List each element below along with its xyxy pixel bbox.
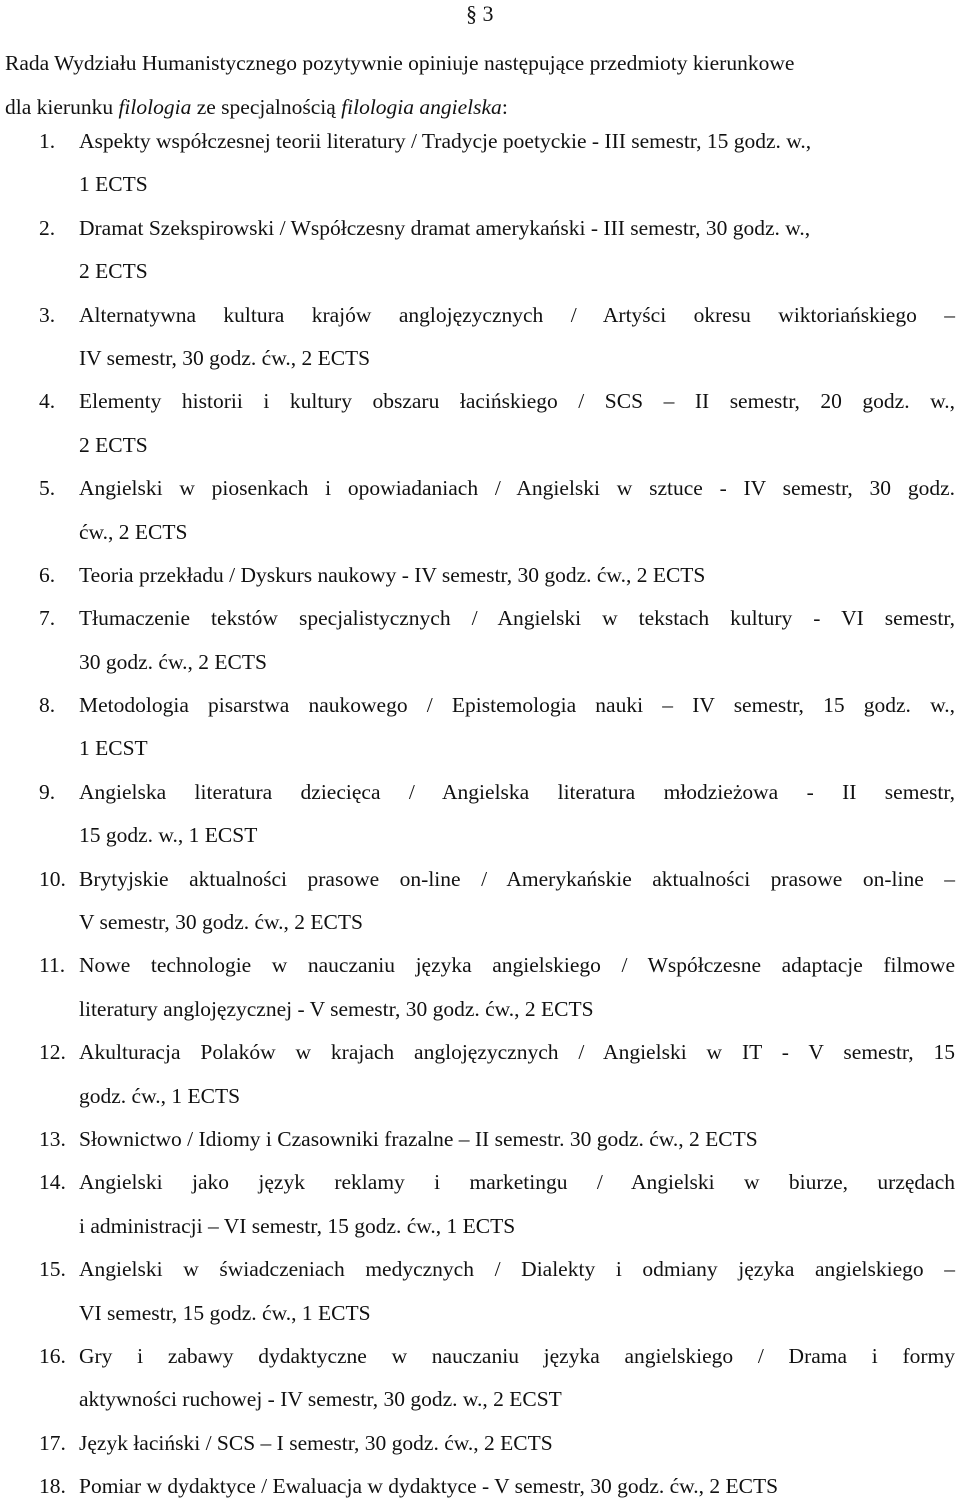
list-item	[0, 944, 955, 1031]
list-item	[0, 684, 955, 771]
list-item-number: 6.	[39, 562, 56, 587]
list-item-text-continued: i administracji – VI semestr, 15 godz. ćw., 1 ECTS	[79, 1213, 516, 1238]
list-item-text-continued: 2 ECTS	[79, 432, 148, 457]
intro-text: ze specjalnością	[191, 94, 342, 119]
list-item-number: 18.	[39, 1474, 66, 1499]
list-item-number: 7.	[39, 606, 56, 631]
list-item	[0, 1248, 955, 1335]
intro-paragraph	[5, 42, 955, 129]
list-item	[0, 554, 955, 597]
list-item-text-continued: godz. ćw., 1 ECTS	[79, 1083, 241, 1108]
list-item-text: Słownictwo / Idiomy i Czasowniki frazalne – II semestr. 30 godz. ćw., 2 ECTS	[79, 1126, 758, 1151]
list-item-number: 12.	[39, 1040, 66, 1065]
list-item-text-continued: aktywności ruchowej - IV semestr, 30 godz. w., 2 ECST	[79, 1387, 562, 1412]
list-item	[0, 120, 955, 207]
list-item	[0, 771, 955, 858]
list-item-text-continued: 1 ECTS	[79, 172, 148, 197]
list-item-text: Teoria przekładu / Dyskurs naukowy - IV semestr, 30 godz. ćw., 2 ECTS	[79, 562, 706, 587]
list-item	[0, 207, 955, 294]
list-item-text: Gry i zabawy dydaktyczne w nauczaniu języka angielskiego / Drama i formy	[79, 1343, 955, 1368]
list-item-text: Brytyjskie aktualności prasowe on-line / Amerykańskie aktualności prasowe on-line –	[79, 866, 955, 891]
intro-colon: :	[501, 94, 508, 119]
list-item-text-continued: literatury anglojęzycznej - V semestr, 30 godz. ćw., 2 ECTS	[79, 996, 594, 1021]
list-item-text-continued: VI semestr, 15 godz. ćw., 1 ECTS	[79, 1300, 371, 1325]
list-item-text-continued: V semestr, 30 godz. ćw., 2 ECTS	[79, 910, 363, 935]
list-item	[0, 1335, 955, 1422]
list-item	[0, 1118, 955, 1161]
list-item-text: Tłumaczenie tekstów specjalistycznych / Angielski w tekstach kultury - VI semestr,	[79, 606, 955, 631]
list-item-number: 13.	[39, 1126, 66, 1151]
list-item-text: Nowe technologie w nauczaniu języka angielskiego / Współczesne adaptacje filmowe	[79, 953, 955, 978]
list-item	[0, 467, 955, 554]
list-item-text: Angielski w świadczeniach medycznych / Dialekty i odmiany języka angielskiego –	[79, 1257, 955, 1282]
list-item	[0, 1465, 955, 1508]
list-item-number: 5.	[39, 476, 56, 501]
list-item-number: 10.	[39, 866, 66, 891]
list-item-text: Elementy historii i kultury obszaru łacińskiego / SCS – II semestr, 20 godz. w.,	[79, 389, 955, 414]
intro-text: dla kierunku	[5, 94, 119, 119]
list-item-text-continued: IV semestr, 30 godz. ćw., 2 ECTS	[79, 345, 371, 370]
list-item	[0, 1031, 955, 1118]
list-item-text-continued: 2 ECTS	[79, 259, 148, 284]
list-item	[0, 1422, 955, 1465]
list-item-text: Akulturacja Polaków w krajach anglojęzycznych / Angielski w IT - V semestr, 15	[79, 1040, 955, 1065]
list-item	[0, 597, 955, 684]
list-item-text: Angielski w piosenkach i opowiadaniach / Angielski w sztuce - IV semestr, 30 godz.	[79, 476, 955, 501]
list-item	[0, 858, 955, 945]
intro-line-1: Rada Wydziału Humanistycznego pozytywnie opiniuje następujące przedmioty kierunkowe	[5, 51, 795, 75]
list-item-text: Metodologia pisarstwa naukowego / Epistemologia nauki – IV semestr, 15 godz. w.,	[79, 693, 955, 718]
course-list	[0, 120, 960, 1509]
list-item-text: Angielski jako język reklamy i marketingu / Angielski w biurze, urzędach	[79, 1170, 955, 1195]
list-item-text: Dramat Szekspirowski / Współczesny dramat amerykański - III semestr, 30 godz. w.,	[79, 215, 811, 240]
list-item-text: Aspekty współczesnej teorii literatury / Tradycje poetyckie - III semestr, 15 godz. w.,	[79, 129, 812, 153]
list-item-number: 14.	[39, 1170, 66, 1195]
list-item-text: Język łaciński / SCS – I semestr, 30 godz. ćw., 2 ECTS	[79, 1430, 553, 1455]
list-item-text: Alternatywna kultura krajów anglojęzycznych / Artyści okresu wiktoriańskiego –	[79, 302, 955, 327]
list-item	[0, 294, 955, 381]
list-item-number: 8.	[39, 693, 56, 718]
list-item-number: 2.	[39, 215, 56, 240]
list-item-text: Pomiar w dydaktyce / Ewaluacja w dydaktyce - V semestr, 30 godz. ćw., 2 ECTS	[79, 1474, 779, 1499]
list-item-number: 15.	[39, 1257, 66, 1282]
list-item	[0, 380, 955, 467]
list-item-number: 17.	[39, 1430, 66, 1455]
list-item	[0, 1161, 955, 1248]
list-item-text-continued: 15 godz. w., 1 ECST	[79, 823, 258, 848]
specialization: filologia angielska	[341, 94, 502, 119]
list-item-text: Angielska literatura dziecięca / Angielska literatura młodzieżowa - II semestr,	[79, 779, 955, 804]
list-item-number: 1.	[39, 129, 56, 153]
list-item-number: 9.	[39, 779, 56, 804]
list-item-text-continued: 30 godz. ćw., 2 ECTS	[79, 649, 267, 674]
list-item-text-continued: ćw., 2 ECTS	[79, 519, 188, 544]
list-item-number: 11.	[39, 953, 66, 978]
section-heading: § 3	[466, 1, 494, 26]
list-item-text-continued: 1 ECST	[79, 736, 148, 761]
list-item-number: 3.	[39, 302, 56, 327]
field-of-study: filologia	[118, 94, 192, 119]
list-item-number: 4.	[39, 389, 56, 414]
list-item-number: 16.	[39, 1343, 66, 1368]
